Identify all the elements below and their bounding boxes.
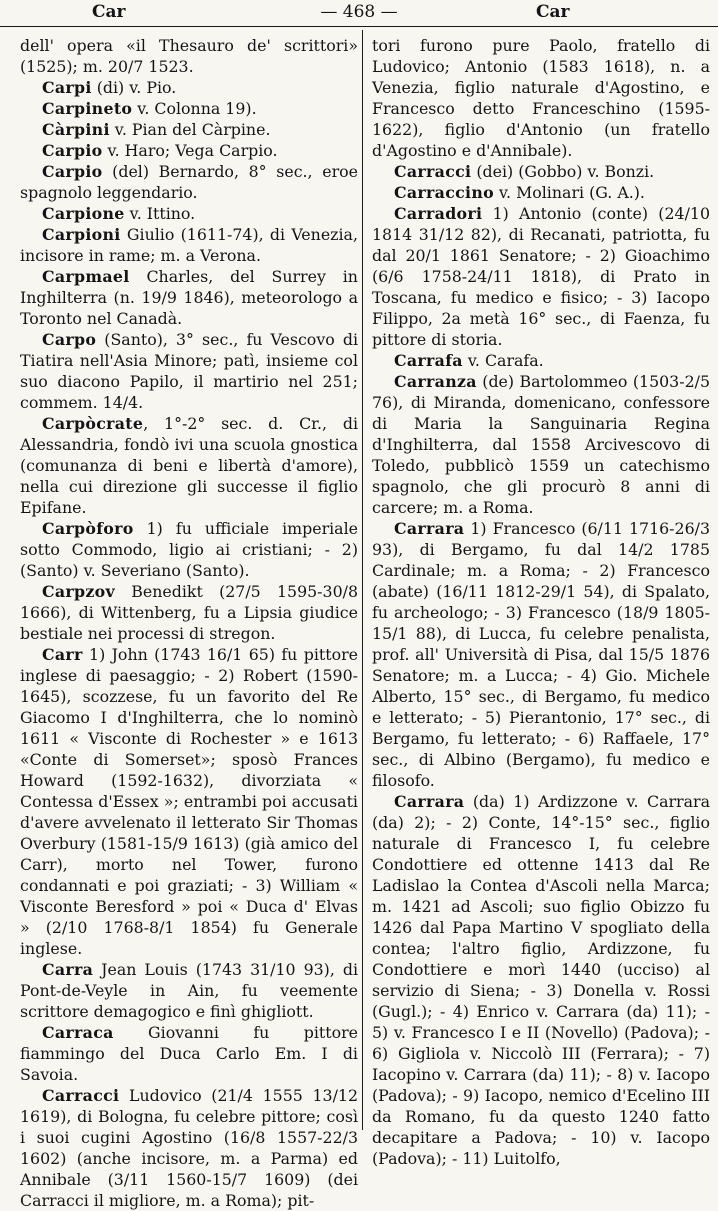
entry-text: Giovanni fu pittore fiammingo del Duca Carlo Em. I di Savoia. (20, 1023, 358, 1084)
entry-text: v. Carafa. (462, 351, 544, 370)
dictionary-entry (20, 35, 358, 77)
entry-text: Charles, del Surrey in Inghilterra (n. 19/9 1846), meteorologo a Toronto nel Canadà. (20, 267, 358, 328)
dictionary-entry (20, 119, 358, 140)
header-right-word: Car (536, 2, 570, 22)
dictionary-entry (20, 959, 358, 1022)
entry-text: (di) v. Pio. (91, 78, 177, 97)
dictionary-entry (20, 644, 358, 959)
dictionary-entry (20, 266, 358, 329)
entry-headword: Carpi (42, 78, 92, 97)
entry-text: 1) fu ufficiale imperiale sotto Commodo, ligio ai cristiani; - 2) (Santo) v. Severiano (Santo). (20, 519, 358, 580)
dictionary-entry (372, 518, 710, 791)
right-column (372, 35, 710, 1169)
dictionary-entry (20, 77, 358, 98)
dictionary-entry (372, 203, 710, 350)
entry-text: (Santo), 3° sec., fu Vescovo di Tiatira nell'Asia Minore; patì, insieme col suo diacono Papilo, il martirio nel 251; commem. 14/4. (20, 330, 358, 412)
entry-headword: Carraccino (394, 183, 494, 202)
entry-text: v. Ittino. (124, 204, 196, 223)
entry-headword: Carrara (394, 792, 465, 811)
entry-headword: Carpioni (42, 225, 121, 244)
entry-headword: Carpmael (42, 267, 130, 286)
entry-headword: Carracci (42, 1086, 120, 1105)
entry-text: 1) Antonio (conte) (24/10 1814 31/12 82), di Recanati, patriotta, fu dal 20/1 1861 Senatore; - 2) Gioachimo (6/6 1758-24/11 1818), di Prato in Toscana, fu medico e fisico; - 3) Iacopo Filippo, 2a metà 16° sec., di Faenza, fu pittore di storia. (372, 204, 710, 349)
entry-headword: Carradori (394, 204, 483, 223)
entry-text: (de) Bartolommeo (1503-2/5 76), di Miranda, domenicano, confessore di Maria la Sanguinaria Regina d'Inghilterra, dal 1558 Arcivescovo di Toledo, pubblicò 1559 un catechismo spagnolo, che gli procurò 8 anni di carcere; m. a Roma. (372, 372, 710, 517)
dictionary-entry (20, 518, 358, 581)
header-left-word: Car (92, 2, 126, 22)
entry-headword: Carracci (394, 162, 472, 181)
entry-headword: Carra (42, 960, 94, 979)
entry-text: v. Pian del Càrpine. (109, 120, 271, 139)
dictionary-entry (372, 161, 710, 182)
dictionary-entry (20, 140, 358, 161)
entry-text: (dei) (Gobbo) v. Bonzi. (471, 162, 655, 181)
dictionary-entry (20, 329, 358, 413)
entry-text: v. Colonna 19). (132, 99, 257, 118)
dictionary-entry (372, 371, 710, 518)
entry-headword: Carpione (42, 204, 125, 223)
left-column (20, 35, 358, 1211)
entry-headword: Carrara (394, 519, 465, 538)
dictionary-entry (20, 1022, 358, 1085)
entry-headword: Carranza (394, 372, 477, 391)
entry-headword: Carrafa (394, 351, 463, 370)
entry-text: Giulio (1611-74), di Venezia, incisore in rame; m. a Verona. (20, 225, 358, 265)
entry-text: (da) 1) Ardizzone v. Carrara (da) 2); - 2) Conte, 14°-15° sec., figlio naturale di Francesco I, fu celebre Condottiere ed ottenne 1413 dal Re Ladislao la Contea d'Ascoli nella Marca; m. 1421 ad Ascoli; suo figlio Obizzo fu 1426 dal Papa Martino V spogliato della contea; l'altro figlio, Ardizzone, fu Condottiere e morì 1440 (ucciso) al servizio di Siena; - 3) Donella v. Rossi (Gugl.); - 4) Enrico v. Carrara (da) 11); - 5) v. Francesco I e II (Novello) (Padova); - 6) Gigliola v. Niccolò III (Ferrara); - 7) Iacopino v. Carrara (da) 11); - 8) v. Iacopo (Padova); - 9) Iacopo, nemico d'Ecelino III da Romano, fu da questo 1240 fatto decapitare a Padova; - 10) v. Iacopo (Padova); - 11) Luitolfo, (372, 792, 710, 1168)
entry-headword: Carpio (42, 141, 103, 160)
dictionary-entry (372, 35, 710, 161)
entry-headword: Carpòcrate (42, 414, 144, 433)
entry-headword: Carr (42, 645, 83, 664)
dictionary-entry (20, 224, 358, 266)
entry-text: Jean Louis (1743 31/10 93), di Pont-de-Veyle in Ain, fu veemente scrittore demagogico e finì ghigliott. (20, 960, 358, 1021)
dictionary-entry (20, 581, 358, 644)
entry-text: dell' opera «il Thesauro de' scrittori» (1525); m. 20/7 1523. (20, 36, 358, 76)
dictionary-entry (372, 182, 710, 203)
entry-headword: Carraca (42, 1023, 114, 1042)
dictionary-entry (20, 161, 358, 203)
entry-text: Benedikt (27/5 1595-30/8 1666), di Wittenberg, fu a Lipsia giudice bestiale nei processi di stregon. (20, 582, 358, 643)
entry-text: 1) John (1743 16/1 65) fu pittore inglese di paesaggio; - 2) Robert (1590-1645), scozzese, fu un favorito del Re Giacomo I d'Inghilterra, che lo nominò 1611 « Visconte di Rochester » e 1613 «Conte di Somerset»; sposò Frances Howard (1592-1632), divorziata « Contessa d'Essex »; entrambi poi accusati d'avere avvelenato il letterato Sir Thomas Overbury (1581-15/9 1613) (già amico del Carr), morto nel Tower, furono condannati e poi graziati; - 3) William « Visconte Beresford » poi « Duca d' Elvas » (2/10 1768-8/1 1854) fu Generale inglese. (20, 645, 358, 958)
entry-text: 1) Francesco (6/11 1716-26/3 93), di Bergamo, fu dal 14/2 1785 Cardinale; m. a Roma; - 2) Francesco (abate) (16/11 1812-29/1 54), di Spalato, fu archeologo; - 3) Francesco (18/9 1805-15/1 88), di Lucca, fu celebre penalista, prof. all' Università di Pisa, dal 15/5 1876 Senatore; m. a Lucca; - 4) Gio. Michele Alberto, 15° sec., di Bergamo, fu medico e letterato; - 5) Pierantonio, 17° sec., di Bergamo, fu letterato; - 6) Raffaele, 17° sec., di Albino (Bergamo), fu medico e filosofo. (372, 519, 710, 790)
entry-headword: Carpineto (42, 99, 133, 118)
page-header (0, 0, 718, 27)
dictionary-entry (20, 203, 358, 224)
column-divider (362, 30, 363, 1130)
entry-headword: Càrpini (42, 120, 110, 139)
entry-text: (del) Bernardo, 8° sec., eroe spagnolo leggendario. (20, 162, 358, 202)
dictionary-entry (20, 1085, 358, 1211)
dictionary-entry (372, 791, 710, 1169)
entry-headword: Carpo (42, 330, 97, 349)
page-number: — 468 — (320, 2, 398, 22)
entry-text: tori furono pure Paolo, fratello di Ludovico; Antonio (1583 1618), n. a Venezia, figlio naturale d'Agostino, e Francesco detto Franceschino (1595-1622), figlio d'Antonio (un fratello d'Agostino e d'Annibale). (372, 36, 710, 160)
entry-headword: Carpio (42, 162, 103, 181)
entry-text: v. Molinari (G. A.). (493, 183, 645, 202)
dictionary-entry (20, 98, 358, 119)
entry-headword: Carpzov (42, 582, 115, 601)
entry-headword: Carpòforo (42, 519, 134, 538)
dictionary-entry (372, 350, 710, 371)
dictionary-entry (20, 413, 358, 518)
entry-text: , 1°-2° sec. d. Cr., di Alessandria, fondò ivi una scuola gnostica (comunanza di beni e libertà d'amore), nella cui direzione gli successe il figlio Epifane. (20, 414, 358, 517)
entry-text: Ludovico (21/4 1555 13/12 1619), di Bologna, fu celebre pittore; così i suoi cugini Agostino (16/8 1557-22/3 1602) (anche incisore, m. a Parma) ed Annibale (3/11 1560-15/7 1609) (dei Carracci il migliore, m. a Roma); pit- (20, 1086, 358, 1210)
entry-text: v. Haro; Vega Carpio. (102, 141, 278, 160)
